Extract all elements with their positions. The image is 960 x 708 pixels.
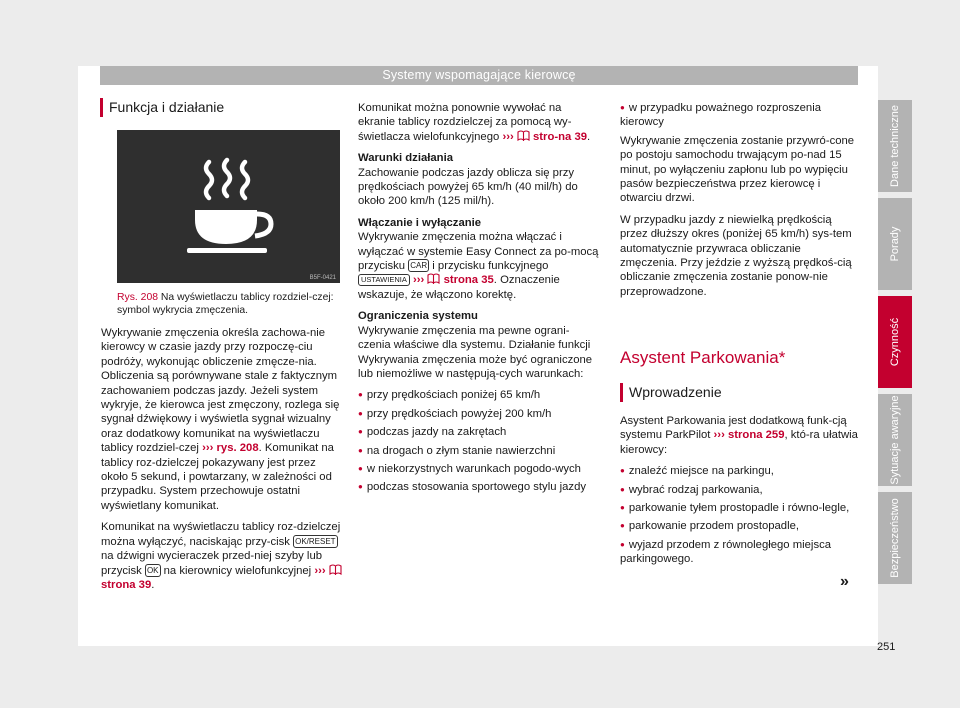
paragraph bbox=[101, 520, 344, 592]
steam-line-3 bbox=[242, 162, 248, 198]
paragraph: Zachowanie podczas jazdy oblicza się przy prędkościach powyżej 65 km/h (40 mil/h) do około 200 km/h (125 mil/h). bbox=[358, 166, 578, 208]
column-3 bbox=[620, 101, 860, 306]
column-2 bbox=[358, 101, 601, 499]
steam-line-2 bbox=[224, 160, 230, 196]
text: . Komunikat na tablicy roz-dzielczej pokazywany jest przez około 5 sekund, i powtarzany, w zależności od przypadku. System przechowuje ostatni wyświetlany komunikat. bbox=[101, 442, 334, 512]
tab-label: Bezpieczeństwo bbox=[889, 498, 901, 578]
paragraph: Wykrywanie zmęczenia zostanie przywró-cone po postoju samochodu trwającym po-nad 15 minut, po wyłączeniu zapłonu lub po wypięciu pasów bezpieczeństwa przez kierowcę i otwarciu drzwi. bbox=[620, 134, 855, 205]
subheading: Ograniczenia systemu bbox=[358, 310, 478, 323]
page-link[interactable]: strona 35 bbox=[443, 274, 494, 287]
cup-saucer bbox=[187, 248, 267, 253]
chapter-heading: Asystent Parkowania* bbox=[620, 348, 786, 367]
page-link[interactable]: strona 39 bbox=[101, 578, 152, 591]
figure-link[interactable]: ››› rys. 208 bbox=[202, 442, 259, 455]
figure-caption bbox=[117, 291, 340, 317]
text: Wykrywanie zmęczenia można włączać i wyłączać w systemie Easy Connect za po-mocą przycisku bbox=[358, 231, 599, 273]
text: . Oznaczenie wskazuje, że włączono korektę. bbox=[358, 274, 560, 301]
continue-marker: » bbox=[840, 573, 849, 590]
paragraph bbox=[101, 326, 344, 513]
caption-text: Na wyświetlaczu tablicy rozdziel-czej: symbol wykrycia zmęczenia. bbox=[117, 292, 334, 316]
subheading: Włączanie i wyłączanie bbox=[358, 216, 482, 229]
section-title: Funkcja i działanie bbox=[100, 98, 347, 117]
list-item: ● wybrać rodzaj parkowania, bbox=[620, 483, 860, 497]
paragraph: Wykrywanie zmęczenia ma pewne ograni-czenia właściwe dla systemu. Działanie funkcji Wykrywania zmęczenia może być ograniczone lub niemożliwe w następują-cych warunkach: bbox=[358, 324, 593, 380]
list-item: ● znaleźć miejsce na parkingu, bbox=[620, 464, 860, 478]
settings-button-icon: USTAWIENIA bbox=[358, 274, 410, 286]
ok-button-icon: OK bbox=[146, 565, 159, 575]
tab-label: Porady bbox=[889, 226, 901, 262]
link-arrow: ››› bbox=[502, 130, 514, 143]
cup-body bbox=[195, 210, 257, 244]
book-icon bbox=[329, 564, 342, 575]
column-3-lower bbox=[620, 414, 860, 571]
text: , któ-ra ułatwia kierowcy: bbox=[620, 429, 858, 456]
paragraph: W przypadku jazdy z niewielką prędkością przez dłuższy okres (poniżej 65 km/h) sys-tem automatycznie przywraca obliczanie zmęczenia. Przy jeździe z wyższą prędkoś-cią obliczanie zmęczenia zostanie ponow-nie przeprowadzone. bbox=[620, 213, 852, 298]
tab-label: Sytuacje awaryjne bbox=[889, 395, 901, 485]
subheading: Warunki działania bbox=[358, 152, 453, 165]
page-link[interactable]: strona 259 bbox=[727, 429, 785, 442]
tab-dane-techniczne[interactable] bbox=[878, 100, 912, 192]
page-number: 251 bbox=[877, 641, 896, 653]
list-item: ● na drogach o złym stanie nawierzchni bbox=[358, 444, 601, 458]
text: Komunikat na wyświetlaczu tablicy roz-dzielczej można wyłączyć, naciskając przy-cisk bbox=[101, 521, 341, 548]
paragraph bbox=[358, 230, 601, 302]
text: . bbox=[151, 578, 155, 591]
list-item: ● przy prędkościach poniżej 65 km/h bbox=[358, 388, 601, 402]
link-arrow: ››› bbox=[314, 564, 326, 577]
tab-label: Czynność bbox=[889, 317, 901, 367]
subsection-heading: Wprowadzenie bbox=[620, 383, 861, 402]
tab-bezpieczenstwo[interactable] bbox=[878, 492, 912, 584]
list-item: ● podczas jazdy na zakrętach bbox=[358, 425, 601, 439]
text: Komunikat można ponownie wywołać na ekranie tablicy rozdzielczej za pomocą wy-świetlacza wielofunkcyjnego bbox=[358, 102, 572, 143]
text: Asystent Parkowania jest dodatkową funk-cją systemu ParkPilot bbox=[620, 415, 847, 442]
text: i przycisku funkcyjnego bbox=[432, 260, 549, 273]
ok-reset-button-icon: OK/RESET bbox=[295, 536, 336, 546]
tab-label: Dane techniczne bbox=[889, 105, 901, 187]
text: Wykrywanie zmęczenia określa zachowa-nie kierowcy w czasie jazdy przy rozpoczę-ciu podróży, wykonując obliczenie zmęcze-nia. Obliczenia są porównywane stale z faktycznym zachowaniem podczas jazdy. Jeżeli system wykryje, że kierowca jest zmęczony, rozlega się sygnał dźwiękowy i wyświetla sygnał wizualny oraz dodatkowy komunikat na wyświetlaczu tablicy rozdziel-czej bbox=[101, 327, 340, 455]
cup-handle bbox=[255, 214, 271, 236]
text: na kierownicy wielofunkcyjnej bbox=[163, 564, 312, 577]
list-item: ● przy prędkościach powyżej 200 km/h bbox=[358, 407, 601, 421]
page-link[interactable]: stro-na 39 bbox=[533, 130, 588, 143]
steam-line-1 bbox=[206, 162, 212, 198]
figure-coffee-cup bbox=[117, 130, 340, 283]
list-item: ● parkowanie przodem prostopadle, bbox=[620, 519, 860, 533]
coffee-cup-icon bbox=[117, 130, 340, 283]
text: na dźwigni wycieraczek przed-niej szyby lub przycisk bbox=[101, 550, 323, 577]
column-1 bbox=[101, 326, 344, 599]
paragraph bbox=[358, 101, 601, 144]
tab-sytuacje-awaryjne[interactable] bbox=[878, 394, 912, 486]
caption-ref: Rys. 208 bbox=[117, 292, 159, 303]
paragraph bbox=[620, 414, 860, 457]
figure-code: B5F-0421 bbox=[309, 275, 336, 281]
tab-porady[interactable] bbox=[878, 198, 912, 290]
link-arrow: ››› bbox=[412, 274, 425, 287]
book-icon bbox=[427, 273, 440, 284]
car-button-icon: CAR bbox=[410, 261, 428, 271]
book-icon bbox=[517, 130, 530, 141]
list-item: ● w przypadku poważnego rozproszenia kierowcy bbox=[620, 101, 860, 130]
tab-czynnosc[interactable] bbox=[878, 296, 912, 388]
text: . bbox=[587, 130, 591, 143]
running-header: Systemy wspomagające kierowcę bbox=[100, 66, 858, 85]
list-item: ● podczas stosowania sportowego stylu jazdy bbox=[358, 480, 601, 494]
link-arrow: ››› bbox=[713, 429, 725, 442]
list-item: ● wyjazd przodem z równoległego miejsca parkingowego. bbox=[620, 538, 860, 567]
list-item: ● parkowanie tyłem prostopadle i równo-legle, bbox=[620, 501, 860, 515]
list-item: ● w niekorzystnych warunkach pogodo-wych bbox=[358, 462, 601, 476]
